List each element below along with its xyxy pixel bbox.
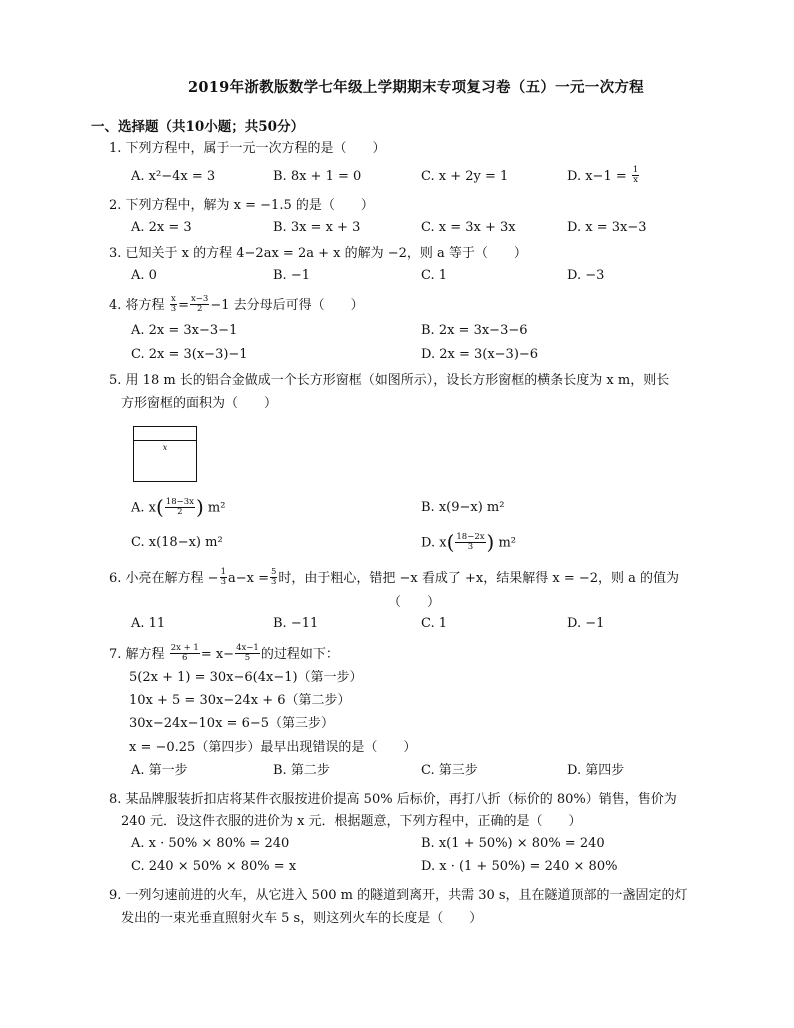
q7-option-a: A. 第一步 [131, 763, 188, 778]
q3-option-c: C. 1 [421, 268, 448, 283]
q7-option-c: C. 第三步 [421, 763, 478, 778]
q4-option-b: B. 2x = 3x−3−6 [421, 323, 528, 338]
q4-option-d: D. 2x = 3(x−3)−6 [421, 347, 539, 362]
window-frame-diagram [133, 426, 197, 482]
fraction: $\frac{5}{3}$ [270, 567, 277, 587]
question-1-stem: 1. 下列方程中，属于一元一次方程的是（ ） [109, 141, 386, 156]
q7-step-4: x = −0.25（第四步）最早出现错误的是（ ） [129, 740, 417, 755]
q3-option-d: D. −3 [567, 268, 605, 283]
fraction: $\frac{x}{3}$ [170, 294, 177, 314]
q5-option-a: A. x( $\frac{18-3x}{2}$ ) m² [131, 495, 226, 519]
fraction: $\frac{4x-1}{5}$ [236, 643, 259, 663]
q7-option-d: D. 第四步 [567, 763, 625, 778]
q5-option-c: C. x(18−x) m² [131, 535, 223, 550]
q6-option-c: C. 1 [421, 616, 448, 631]
q1-option-b: B. 8x + 1 = 0 [273, 169, 362, 184]
q6-option-b: B. −11 [273, 616, 319, 631]
question-5-stem-line1: 5. 用 18 m 长的铝合金做成一个长方形窗框（如图所示），设长方形窗框的横条长度为 x m，则长 [109, 373, 670, 388]
question-7-stem: 7. 解方程 $\frac{2x + 1}{6}$ = x− $\frac{4x-1}{5}$ 的过程如下： [109, 643, 339, 663]
crossbar [134, 440, 196, 441]
q7-option-b: B. 第二步 [273, 763, 330, 778]
q8-option-c: C. 240 × 50% × 80% = x [131, 859, 297, 874]
fraction: $\frac{18-3x}{2}$ [165, 496, 194, 517]
fraction: $\frac{18-2x}{3}$ [456, 531, 485, 552]
fraction: $\frac{2x + 1}{6}$ [170, 643, 199, 663]
q7-step-3: 30x−24x−10x = 6−5（第三步） [129, 716, 334, 731]
section-heading: 一、选择题（共10小题；共50分） [91, 119, 305, 135]
question-2-stem: 2. 下列方程中，解为 x = −1.5 的是（ ） [109, 198, 374, 213]
question-9-stem-line1: 9. 一列匀速前进的火车，从它进入 500 m 的隧道到离开，共需 30 s，且在隧道顶部的一盏固定的灯 [109, 888, 688, 903]
question-5-stem-line2: 方形窗框的面积为（ ） [121, 396, 278, 411]
q2-option-b: B. 3x = x + 3 [273, 220, 361, 235]
q1-option-d-text: D. x−1 = [567, 169, 627, 184]
q1-option-c: C. x + 2y = 1 [421, 169, 509, 184]
question-6-stem: 6. 小亮在解方程 − $\frac{1}{3}$ a−x = $\frac{5}{3}$ 时，由于粗心，错把 −x 看成了 +x，结果解得 x = −2，则 a 的值为 [109, 567, 680, 587]
q3-option-a: A. 0 [131, 268, 157, 283]
fraction: $\frac{1}{3}$ [220, 567, 226, 587]
q6-option-a: A. 11 [131, 616, 166, 631]
question-4-stem: 4. 将方程 $\frac{x}{3}$ = $\frac{x-3}{2}$ −1 去分母后可得（ ） [109, 294, 364, 314]
q6-option-d: D. −1 [567, 616, 605, 631]
q4-option-a: A. 2x = 3x−3−1 [131, 323, 238, 338]
q8-option-b: B. x(1 + 50%) × 80% = 240 [421, 836, 605, 851]
question-3-stem: 3. 已知关于 x 的方程 4−2ax = 2a + x 的解为 −2，则 a 等于（ ） [109, 246, 527, 261]
q7-step-1: 5(2x + 1) = 30x−6(4x−1)（第一步） [129, 670, 363, 685]
question-9-stem-line2: 发出的一束光垂直照射火车 5 s，则这列火车的长度是（ ） [121, 911, 483, 926]
q2-option-a: A. 2x = 3 [131, 220, 192, 235]
q1-option-d [567, 167, 640, 187]
question-8-stem-line1: 8. 某品牌服装折扣店将某件衣服按进价提高 50% 后标价，再打八折（标价的 80%）销售，售价为 [109, 792, 677, 807]
q4-option-c: C. 2x = 3(x−3)−1 [131, 347, 248, 362]
q1-option-a: A. x²−4x = 3 [131, 169, 216, 184]
crossbar-label: x [162, 443, 168, 452]
page-title: 2019年浙教版数学七年级上学期期末专项复习卷（五）一元一次方程 [188, 79, 644, 96]
fraction: $\frac{1}{x}$ [632, 165, 639, 185]
q7-step-2: 10x + 5 = 30x−24x + 6（第二步） [129, 693, 351, 708]
q8-option-d: D. x · (1 + 50%) = 240 × 80% [421, 859, 618, 874]
question-8-stem-line2: 240 元．设这件衣服的进价为 x 元．根据题意，下列方程中，正确的是（ ） [121, 814, 582, 829]
q2-option-c: C. x = 3x + 3x [421, 220, 516, 235]
q2-option-d: D. x = 3x−3 [567, 220, 647, 235]
q5-option-b: B. x(9−x) m² [421, 500, 505, 515]
q6-answer-blank: （ ） [388, 595, 441, 610]
fraction: $\frac{x-3}{2}$ [191, 294, 209, 314]
q5-option-d: D. x( $\frac{18-2x}{3}$ ) m² [421, 530, 517, 554]
q8-option-a: A. x · 50% × 80% = 240 [131, 836, 290, 851]
q3-option-b: B. −1 [273, 268, 310, 283]
